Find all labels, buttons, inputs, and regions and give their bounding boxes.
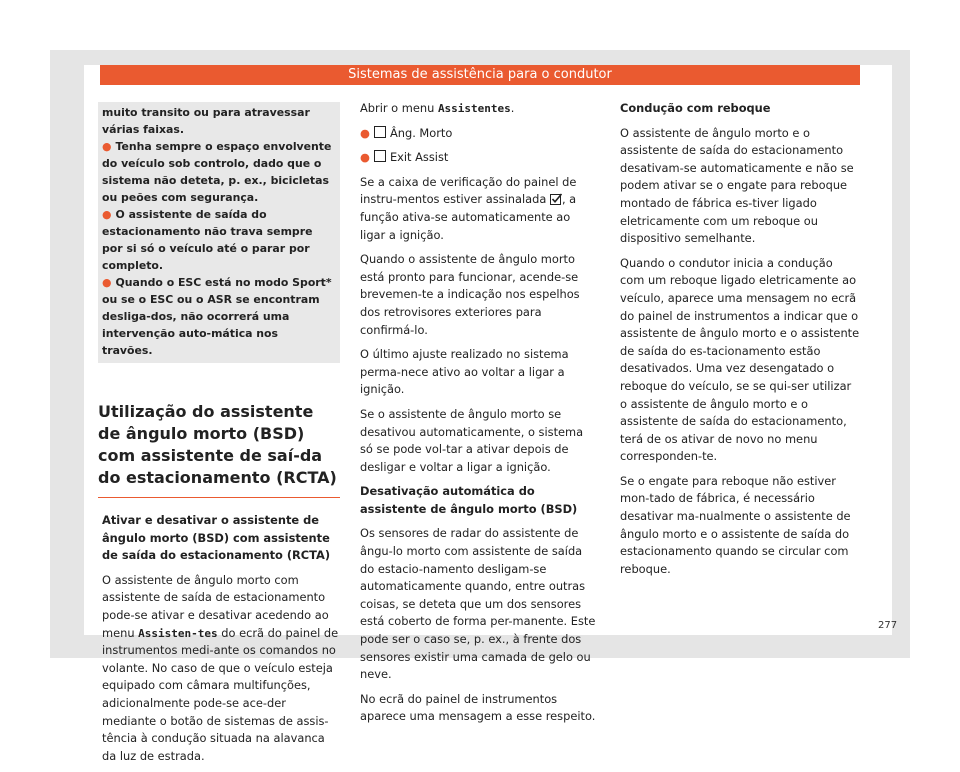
body-paragraph: Se o engate para reboque não estiver mon-tado de fábrica, é necessário desativar ma-nualmente o assistente de ângulo morto e o assistente de saída do estacionamento quando se circular com reboque.	[620, 473, 851, 576]
menu-name: Assistentes	[437, 102, 511, 115]
bullet-icon: ●	[102, 140, 112, 153]
warning-item: ● O assistente de saída do estacionamento não trava sempre por si só o veículo até o parar por completo.	[102, 208, 313, 272]
bullet-icon: ●	[102, 276, 112, 289]
body-paragraph: O assistente de ângulo morto com assistente de saída de estacionamento pode-se ativar e desativar acedendo ao menu Assisten-tes do ecrã do painel de instrumentos medi-ante os comandos no volante. No caso de que o veículo esteja equipado com câmara multifunções, adicionalmente pode-se ace-der mediante o botão de sistemas de assis-tência à condução situada na alavanca da luz de estrada.	[102, 572, 339, 763]
sub-heading: Ativar e desativar o assistente de ângulo morto (BSD) com assistente de saída do estacionamento (RCTA)	[102, 513, 331, 563]
page-number: 277	[878, 620, 898, 631]
column-middle	[360, 100, 598, 733]
body-paragraph: Os sensores de radar do assistente de ângu-lo morto com assistente de saída do estacio-namento desligam-se automaticamente quando, entre outras coisas, se deteta que um dos sensores está coberto de forma per-manente. Este pode ser o caso se, p. ex., à frente dos sensores existir uma camada de gelo ou neve.	[360, 526, 596, 682]
column-left	[98, 104, 340, 772]
warning-item: ● Quando o ESC está no modo Sport* ou se o ESC ou o ASR se encontram desliga-dos, não ocorrerá uma intervenção auto-mática nos travões.	[102, 276, 332, 357]
checkbox-icon	[374, 126, 386, 138]
warning-item: ● Tenha sempre o espaço envolvente do veículo sob controlo, dado que o sistema não deteta, p. ex., bicicletas ou peões com segurança.	[102, 140, 332, 204]
sub-heading: Condução com reboque	[620, 101, 771, 115]
menu-name: Assisten-tes	[138, 626, 218, 640]
warning-intro: muito transito ou para atravessar várias faixas.	[102, 106, 310, 136]
option-item: ● Âng. Morto	[360, 125, 453, 140]
body-paragraph: Se o assistente de ângulo morto se desativou automaticamente, o sistema só se pode vol-tar a ativar depois de desligar e voltar a ligar a ignição.	[360, 406, 584, 474]
body-paragraph: O último ajuste realizado no sistema perma-nece ativo ao voltar a ligar a ignição.	[360, 347, 569, 397]
section-title: Utilização do assistente de ângulo morto (BSD) com assistente de saí-da do estacionamento (RCTA)	[98, 401, 340, 498]
body-paragraph: Se a caixa de verificação do painel de instru-mentos estiver assinalada , a função ativa-se automaticamente ao ligar a ignição.	[360, 174, 577, 242]
checkbox-icon	[374, 150, 386, 162]
column-right	[620, 100, 860, 585]
checked-box-icon	[550, 193, 562, 205]
bullet-icon: ●	[360, 150, 370, 165]
bullet-icon: ●	[360, 125, 370, 140]
warning-box	[98, 102, 340, 363]
body-paragraph: No ecrã do painel de instrumentos aparece uma mensagem a esse respeito.	[360, 691, 596, 724]
body-paragraph: O assistente de ângulo morto e o assistente de saída do estacionamento desativam-se automaticamente e não se podem ativar se o engate para reboque montado de fábrica es-tiver ligado eletricamente com um reboque ou dispositivo semelhante.	[620, 125, 854, 246]
page-header: Sistemas de assistência para o condutor	[100, 65, 860, 85]
option-item: ● Exit Assist	[360, 150, 449, 165]
bullet-icon: ●	[102, 208, 112, 221]
sub-heading: Desativação automática do assistente de ângulo morto (BSD)	[360, 484, 578, 516]
body-paragraph: Quando o assistente de ângulo morto está pronto para funcionar, acende-se brevemen-te a indicação nos espelhos dos retrovisores exteriores para confirmá-lo.	[360, 252, 580, 337]
body-paragraph: Quando o condutor inicia a condução com um reboque ligado eletricamente ao veículo, aparece uma mensagem no ecrã do painel de instrumentos a indicar que o assistente de ângulo morto e o assistente de saída do es-tacionamento estão desativados. Uma vez desengatado o reboque do veículo, se se qui-ser utilizar o assistente de ângulo morto e o assistente de saída do estacionamento, terá de os ativar de novo no menu corresponden-te.	[620, 255, 860, 464]
menu-instruction: Abrir o menu Assistentes.	[360, 101, 515, 115]
